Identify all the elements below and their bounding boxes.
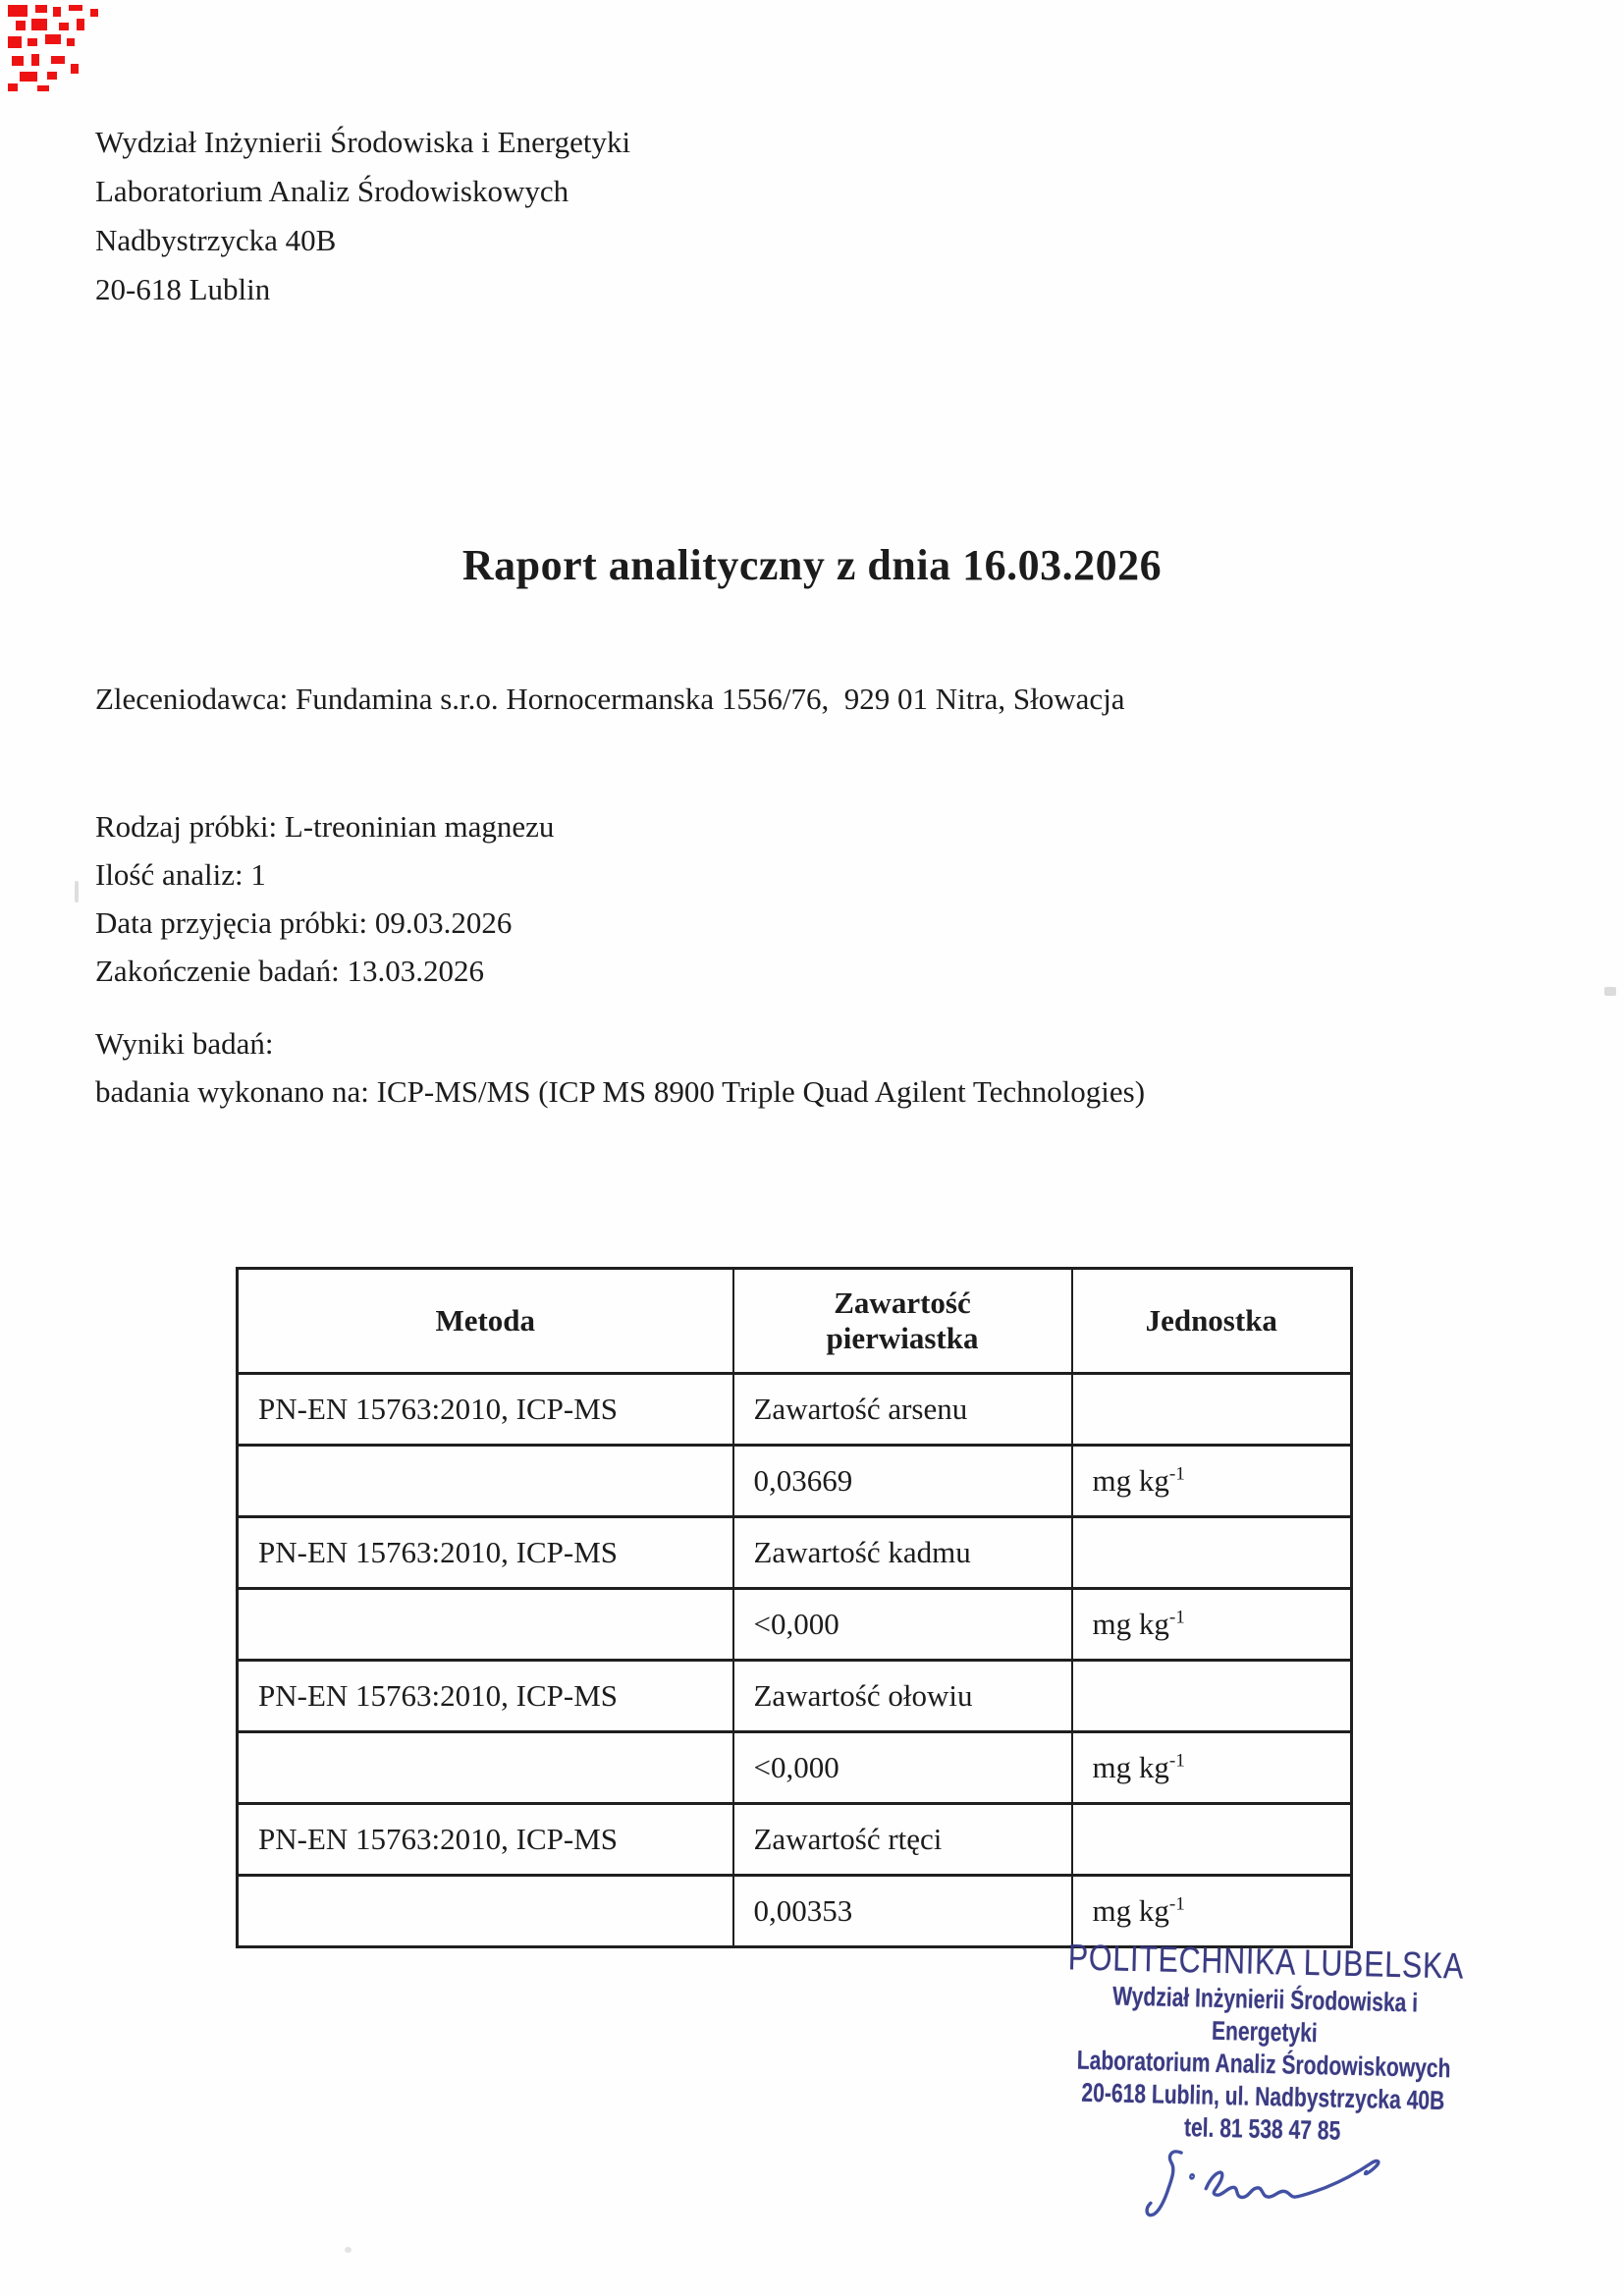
col-header-label: Zawartość pierwiastka	[826, 1285, 979, 1355]
signature	[1123, 2146, 1400, 2225]
results-table-wrap	[236, 1267, 1353, 1948]
cell-zawartosc: Zawartość arsenu	[733, 1374, 1072, 1446]
cell-zawartosc: Zawartość kadmu	[733, 1517, 1072, 1589]
client-line: Zleceniodawca: Fundamina s.r.o. Hornocermanska 1556/76, 929 01 Nitra, Słowacja	[95, 682, 1125, 716]
table-row	[238, 1661, 1352, 1732]
cell-jednostka	[1072, 1374, 1352, 1446]
unit-base: mg kg	[1092, 1893, 1169, 1928]
results-intro-block	[95, 1019, 1145, 1116]
table-row	[238, 1589, 1352, 1661]
results-heading: Wyniki badań:	[95, 1026, 274, 1061]
stamp-line: Wydział Inżynierii Środowiska i Energetyki	[1111, 1981, 1419, 2049]
address-line: Nadbystrzycka 40B	[95, 223, 337, 257]
address-line: 20-618 Lublin	[95, 272, 271, 306]
unit-base: mg kg	[1092, 1750, 1169, 1784]
address-line: Wydział Inżynierii Środowiska i Energetyki	[95, 125, 631, 159]
cell-metoda: PN-EN 15763:2010, ICP-MS	[238, 1661, 733, 1732]
cell-metoda	[238, 1732, 733, 1804]
report-title: Raport analityczny z dnia 16.03.2026	[461, 541, 1163, 589]
unit-exponent: -1	[1168, 1750, 1185, 1772]
cell-zawartosc: <0,000	[733, 1732, 1072, 1804]
unit-base: mg kg	[1092, 1607, 1169, 1641]
results-method-line: badania wykonano na: ICP-MS/MS (ICP MS 8900 Triple Quad Agilent Technologies)	[95, 1074, 1146, 1109]
stamp-line: POLITECHNIKA LUBELSKA	[1067, 1937, 1465, 1987]
table-row	[238, 1804, 1352, 1876]
cell-metoda	[238, 1446, 733, 1517]
sample-info-block	[95, 802, 554, 995]
cell-zawartosc: 0,00353	[733, 1876, 1072, 1947]
col-header-jednostka: Jednostka	[1072, 1269, 1352, 1374]
unit-exponent: -1	[1168, 1463, 1185, 1485]
cell-zawartosc: <0,000	[733, 1589, 1072, 1661]
sample-info-line: Zakończenie badań: 13.03.2026	[95, 954, 484, 988]
col-header-zawartosc	[733, 1269, 1072, 1374]
cell-zawartosc: Zawartość ołowiu	[733, 1661, 1072, 1732]
scan-speck	[1604, 987, 1616, 996]
results-table	[236, 1267, 1353, 1948]
cell-metoda: PN-EN 15763:2010, ICP-MS	[238, 1517, 733, 1589]
unit-base: mg kg	[1092, 1463, 1169, 1498]
cell-jednostka	[1072, 1732, 1352, 1804]
sample-info-line: Rodzaj próbki: L-treoninian magnezu	[95, 809, 555, 844]
cell-jednostka	[1072, 1804, 1352, 1876]
cell-jednostka	[1072, 1661, 1352, 1732]
cell-metoda: PN-EN 15763:2010, ICP-MS	[238, 1374, 733, 1446]
cell-zawartosc: 0,03669	[733, 1446, 1072, 1517]
table-row	[238, 1876, 1352, 1947]
table-row	[238, 1446, 1352, 1517]
table-row	[238, 1517, 1352, 1589]
table-row	[238, 1732, 1352, 1804]
cell-metoda	[238, 1876, 733, 1947]
scan-speck	[345, 2247, 352, 2253]
table-header-row	[238, 1269, 1352, 1374]
scan-speck	[75, 881, 79, 902]
cell-jednostka	[1072, 1446, 1352, 1517]
sample-info-line: Ilość analiz: 1	[95, 857, 266, 892]
table-row	[238, 1374, 1352, 1446]
cell-metoda	[238, 1589, 733, 1661]
stamp-line: Laboratorium Analiz Środowiskowych	[1076, 2045, 1451, 2084]
col-header-metoda: Metoda	[238, 1269, 733, 1374]
scan-glitch-icon	[8, 5, 106, 95]
lab-address-block	[95, 118, 630, 314]
unit-exponent: -1	[1168, 1893, 1185, 1915]
sample-info-line: Data przyjęcia próbki: 09.03.2026	[95, 905, 513, 940]
cell-jednostka	[1072, 1517, 1352, 1589]
cell-metoda: PN-EN 15763:2010, ICP-MS	[238, 1804, 733, 1876]
address-line: Laboratorium Analiz Środowiskowych	[95, 174, 569, 208]
laboratory-stamp	[1005, 1935, 1522, 2228]
stamp-line: 20-618 Lublin, ul. Nadbystrzycka 40B	[1081, 2077, 1445, 2116]
cell-zawartosc: Zawartość rtęci	[733, 1804, 1072, 1876]
cell-jednostka	[1072, 1589, 1352, 1661]
stamp-line: tel. 81 538 47 85	[1183, 2112, 1341, 2146]
unit-exponent: -1	[1168, 1607, 1185, 1628]
